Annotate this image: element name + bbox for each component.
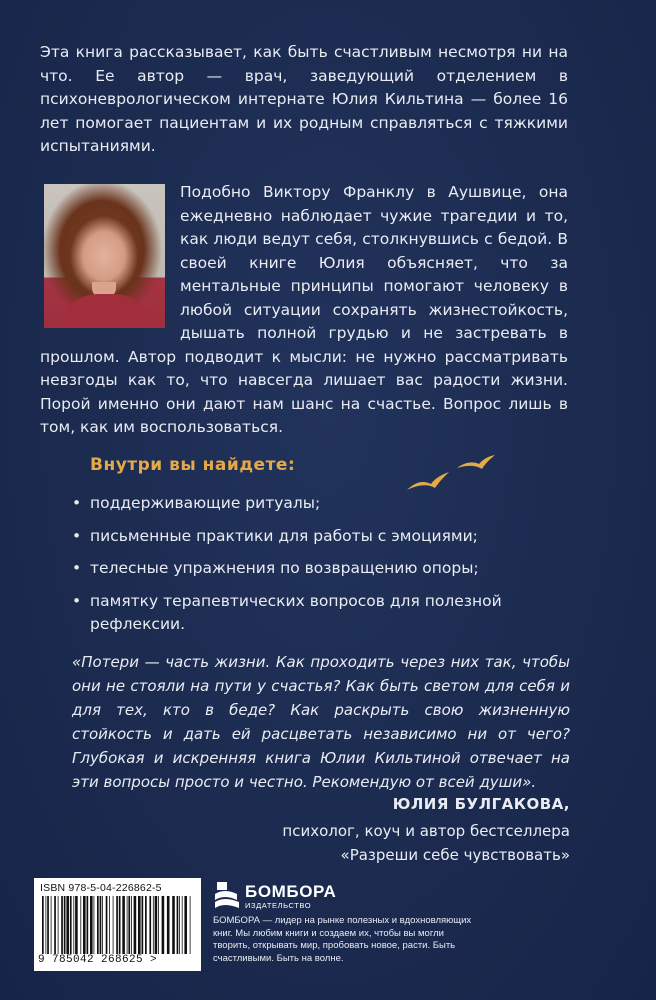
barcode-bar [102, 896, 103, 954]
barcode-box [34, 878, 201, 971]
bullet-icon: • [72, 526, 82, 545]
list-item [72, 492, 572, 516]
barcode-bar [172, 896, 175, 954]
barcode-bar [54, 896, 56, 954]
endorser-name: ЮЛИЯ БУЛГАКОВА, [392, 795, 570, 813]
publisher-subtitle: ИЗДАТЕЛЬСТВО [245, 901, 312, 910]
barcode-bar [100, 896, 102, 954]
publisher-logo [213, 880, 337, 914]
barcode-bar [153, 896, 154, 954]
barcode-bar [145, 896, 147, 954]
barcode-bar [90, 896, 93, 954]
barcode-bar [131, 896, 132, 954]
barcode-bar [51, 896, 52, 954]
barcode-bar [80, 896, 81, 954]
barcode-bar [64, 896, 66, 954]
list-item-text: письменные практики для работы с эмоциями; [90, 526, 478, 545]
barcode-bar [94, 896, 95, 954]
endorser-description [150, 819, 570, 867]
barcode-bar [61, 896, 63, 954]
list-item-text: телесные упражнения по возвращению опоры; [90, 559, 479, 577]
barcode-bar [46, 896, 47, 954]
barcode-bar [87, 896, 89, 954]
barcode-bar [179, 896, 180, 954]
barcode-bar [149, 896, 151, 954]
barcode-bar [113, 896, 114, 954]
bullet-icon: • [72, 494, 82, 512]
barcode-bar [97, 896, 99, 954]
barcode-bar [127, 896, 128, 954]
barcode-bar [167, 896, 170, 954]
barcode-number: 9 785042 268625 > [38, 954, 158, 966]
barcode-bar [128, 896, 130, 954]
barcode-bar [182, 896, 183, 954]
bullet-icon: • [72, 591, 82, 610]
barcode-bar [109, 896, 110, 954]
barcode-bar [47, 896, 49, 954]
inside-list [72, 492, 572, 646]
barcode-bar [142, 896, 144, 954]
barcode-bar [75, 896, 78, 954]
publisher-wave-icon [213, 880, 241, 912]
barcode-bar [66, 896, 69, 954]
barcode-bar [190, 896, 191, 954]
intro-paragraph: Эта книга рассказывает, как быть счастливым несмотря ни на что. Ее автор — врач, заведующий отделением в психоневрологическом интернате Юлия Кильтина — более 16 лет помогает пациентам и их родным справляться с тяжкими испытаниями. [40, 43, 568, 155]
list-item [72, 557, 572, 581]
isbn-text: ISBN 978-5-04-226862-5 [40, 882, 162, 894]
barcode-bar [122, 896, 125, 954]
barcode-bar [177, 896, 179, 954]
list-item [72, 590, 572, 637]
body-paragraph [40, 181, 568, 440]
barcode-bar [83, 896, 86, 954]
barcode-bar [155, 896, 158, 954]
body-text: Подобно Виктору Франклу в Аушвице, она ежедневно наблюдает чужие трагедии и то, как люди ведут себя, столкнувшись с бедой. В своей книге Юлия объясняет, что за ментальные принципы помогают человеку в любой ситуации сохранять жизнестойкость, дышать полной грудью и не застревать в прошлом. Автор подводит к мысли: не нужно рассматривать невзгоды как то, что навсегда лишает вас радости жизни. Порой именно они дают нам шанс на счастье. Вопрос лишь в том, как им воспользоваться. [40, 183, 568, 436]
endorsement-quote: «Потери — часть жизни. Как проходить через них так, чтобы они не стояли на пути у счастья? Как быть светом для себя и для тех, кто в беде? Как раскрыть свою жизненную стойкость и дать ей расцветать независимо ни от чего? Глубокая и искренняя книга Юлии Кильтиной отвечает на эти вопросы просто и честно. Рекомендую от всей души». [72, 653, 570, 791]
barcode-bar [134, 896, 137, 954]
barcode-bar [116, 896, 118, 954]
barcode-bar [162, 896, 165, 954]
publisher-description: БОМБОРА — лидер на рынке полезных и вдохновляющих книг. Мы любим книги и создаем их, чтобы вы могли творить, открывать мир, пробовать новое, расти. Быть счастливыми. Быть на волне. [213, 915, 472, 964]
barcode-bar [184, 896, 187, 954]
list-item-text: памятку терапевтических вопросов для полезной рефлексии. [90, 591, 502, 633]
endorser-line2: «Разреши себе чувствовать» [340, 846, 570, 864]
barcode-bar [58, 896, 59, 954]
barcode-bar [70, 896, 72, 954]
barcode-bar [42, 896, 44, 954]
photo-float-space [40, 181, 180, 331]
barcode-bar [106, 896, 108, 954]
barcode-bar [73, 896, 74, 954]
list-item-text: поддерживающие ритуалы; [90, 494, 321, 512]
bullet-icon: • [72, 559, 82, 577]
list-item [72, 525, 572, 549]
barcode-bar [119, 896, 121, 954]
inside-title: Внутри вы найдете: [90, 455, 296, 475]
barcode-icon [40, 896, 195, 954]
barcode-bar [158, 896, 159, 954]
publisher-name: БОМБОРА [245, 882, 337, 901]
barcode-bar [138, 896, 141, 954]
endorser-line1: психолог, коуч и автор бестселлера [282, 822, 570, 840]
